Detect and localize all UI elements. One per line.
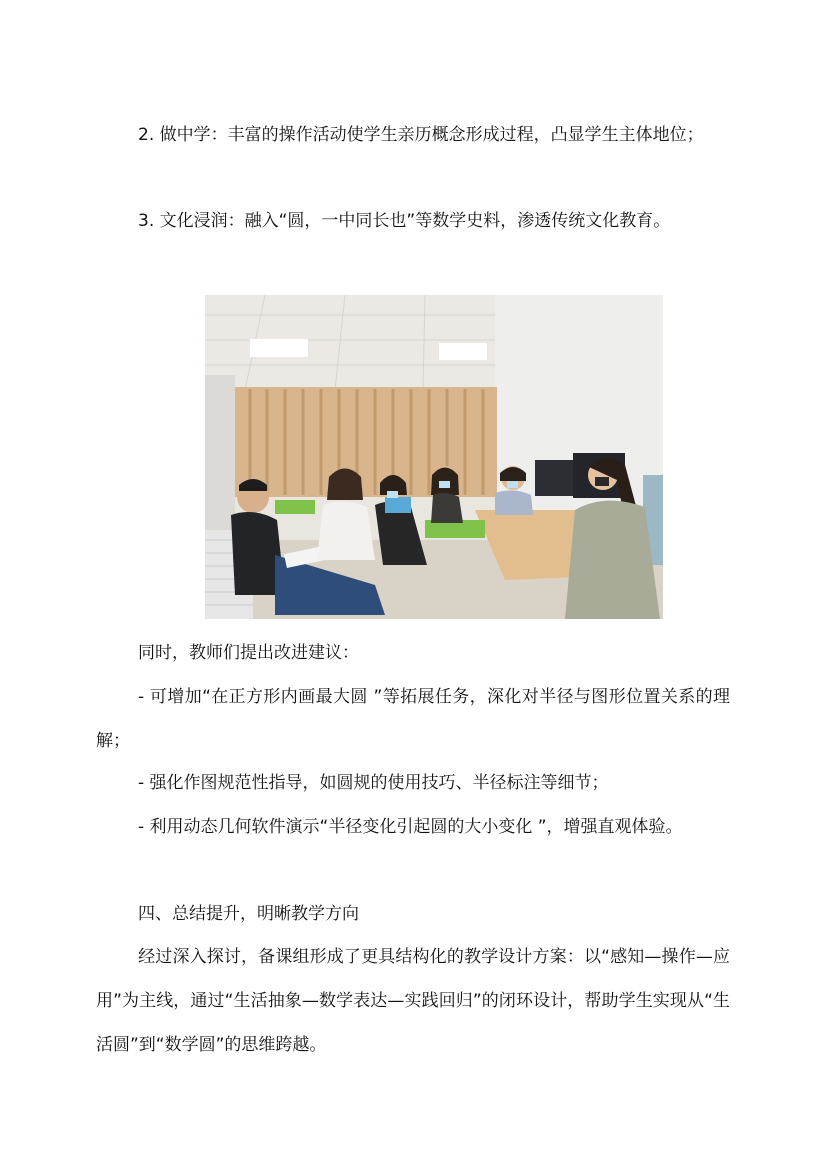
heading-text: 四、总结提升，明晰教学方向 <box>138 904 359 924</box>
paragraph-suggestions-intro <box>96 631 730 675</box>
paragraph-text: 同时，教师们提出改进建议： <box>138 643 359 663</box>
teachers-meeting-photo <box>205 295 663 619</box>
suggestion-item-extension <box>96 675 730 763</box>
paragraph-culture <box>96 199 730 243</box>
paragraph-text: 3. 文化浸润：融入“圆，一中同长也”等数学史料，渗透传统文化教育。 <box>138 211 671 231</box>
paragraph-doing-learning <box>96 113 730 157</box>
section-heading-summary <box>96 892 730 936</box>
paragraph-text: - 可增加“在正方形内画最大圆 ”等拓展任务，深化对半径与图形位置关系的理解； <box>96 687 730 751</box>
paragraph-text: - 强化作图规范性指导，如圆规的使用技巧、半径标注等细节； <box>138 773 609 793</box>
suggestion-item-drawing <box>96 761 730 805</box>
paragraph-text: 2. 做中学：丰富的操作活动使学生亲历概念形成过程，凸显学生主体地位； <box>138 125 704 145</box>
photo-illustration <box>205 295 663 619</box>
paragraph-text: - 利用动态几何软件演示“半径变化引起圆的大小变化 ”，增强直观体验。 <box>138 817 683 837</box>
paragraph-conclusion <box>96 935 730 1067</box>
suggestion-item-software <box>96 805 730 849</box>
paragraph-text: 经过深入探讨，备课组形成了更具结构化的教学设计方案：以“感知—操作—应用”为主线，通过“生活抽象—数学表达—实践回归”的闭环设计，帮助学生实现从“生活圆”到“数学圆”的思维跨越。 <box>96 947 730 1055</box>
